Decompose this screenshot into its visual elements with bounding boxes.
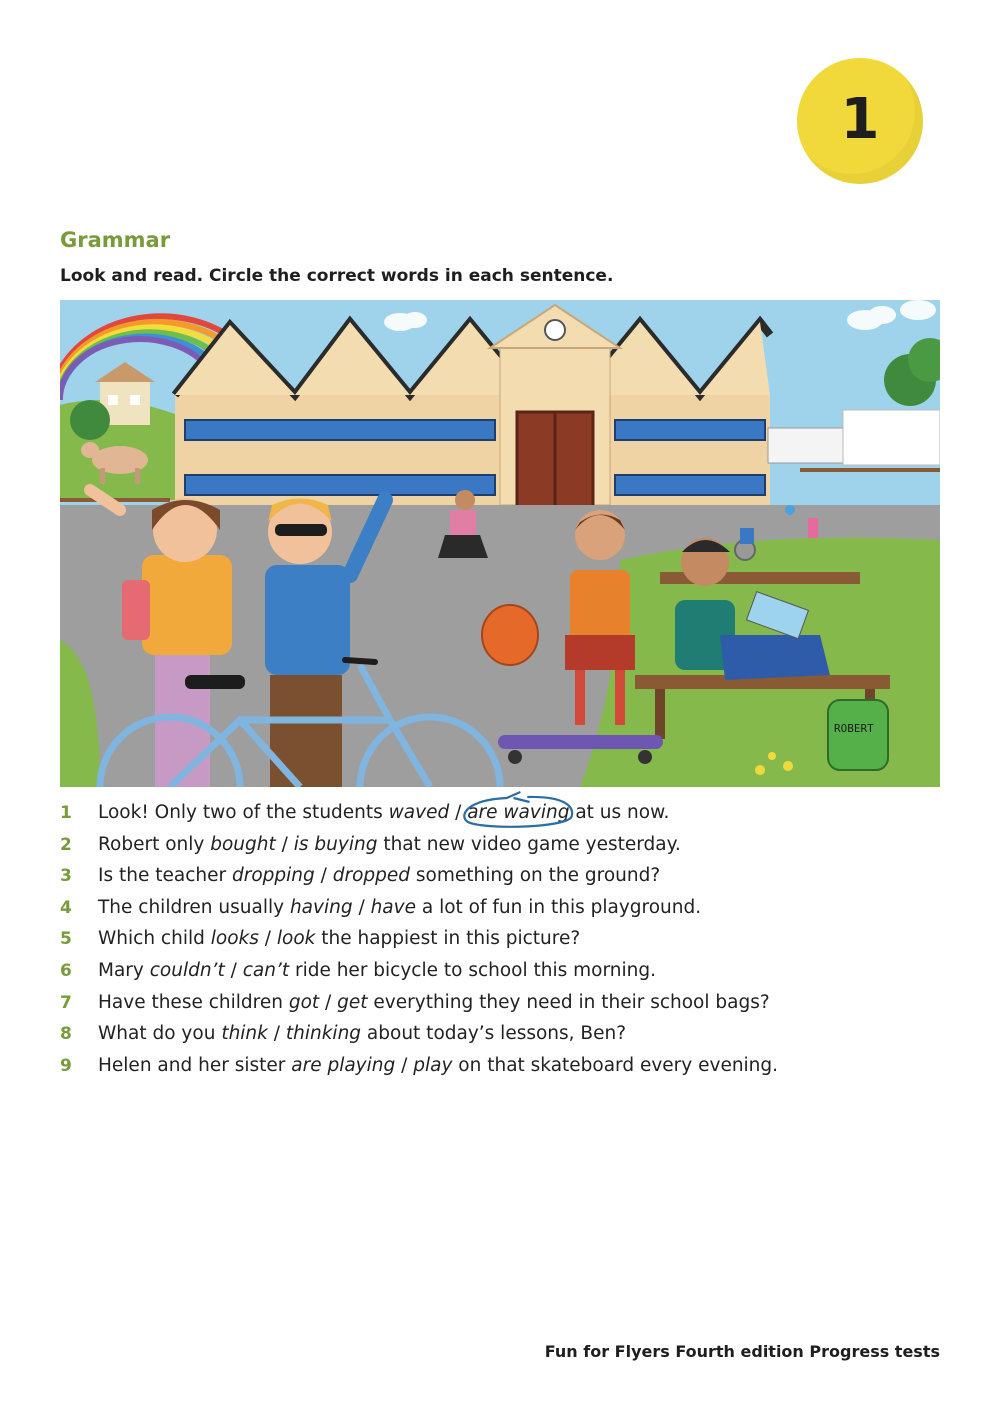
option-two[interactable]: is buying — [293, 833, 378, 855]
sentence-start: What do you — [98, 1023, 222, 1045]
sentence-end: on that skateboard every evening. — [452, 1054, 779, 1076]
sentence-end: the happiest in this picture? — [315, 928, 581, 950]
sentence-end: everything they need in their school bags? — [367, 991, 770, 1013]
option-separator: / — [314, 865, 333, 887]
option-two-wrapper[interactable] — [243, 960, 289, 981]
option-two-wrapper[interactable] — [286, 1023, 361, 1044]
sentence-end: a lot of fun in this playground. — [415, 896, 702, 918]
sentence-start: Helen and her sister — [98, 1054, 292, 1076]
instruction-text: Look and read. Circle the correct words in each sentence. — [60, 266, 614, 286]
option-one-wrapper[interactable] — [232, 865, 315, 886]
option-one[interactable]: bought — [210, 833, 276, 855]
option-two[interactable]: can’t — [242, 959, 290, 981]
sentence-start: Mary — [98, 959, 150, 981]
option-one[interactable]: having — [289, 896, 353, 918]
question-number: 8 — [60, 1024, 72, 1045]
option-two-wrapper[interactable] — [413, 1055, 452, 1076]
question-item — [60, 958, 940, 990]
sentence-start: Which child — [98, 928, 211, 950]
option-two[interactable]: get — [337, 991, 368, 1013]
option-two[interactable]: look — [276, 928, 316, 950]
option-two-wrapper[interactable] — [371, 897, 416, 918]
question-sentence — [98, 990, 770, 1016]
question-sentence — [98, 895, 701, 921]
option-one-wrapper[interactable] — [289, 992, 319, 1013]
option-one-wrapper[interactable] — [389, 802, 450, 823]
section-title: Grammar — [60, 228, 171, 252]
option-one[interactable]: are playing — [291, 1054, 396, 1076]
sentence-end: about today’s lessons, Ben? — [361, 1023, 627, 1045]
question-item — [60, 895, 940, 927]
option-separator: / — [267, 1023, 286, 1045]
sentence-end: ride her bicycle to school this morning. — [289, 959, 656, 981]
option-one-wrapper[interactable] — [221, 1023, 268, 1044]
option-one[interactable]: got — [288, 991, 320, 1013]
bag-label: ROBERT — [834, 722, 874, 735]
question-sentence — [98, 863, 660, 889]
option-separator: / — [395, 1054, 414, 1076]
playground-illustration — [60, 300, 940, 787]
question-number: 5 — [60, 929, 72, 950]
question-sentence — [98, 1021, 626, 1047]
sentence-end: that new video game yesterday. — [377, 833, 681, 855]
sentence-start: Look! Only two of the students — [98, 802, 389, 823]
option-two-wrapper[interactable] — [277, 928, 316, 949]
option-separator: / — [258, 928, 277, 950]
option-two[interactable]: are waving — [467, 802, 570, 823]
footer-text: Fun for Flyers Fourth edition Progress tests — [544, 1342, 940, 1361]
option-two-wrapper[interactable] — [337, 992, 367, 1013]
sentence-end: something on the ground? — [410, 865, 661, 887]
question-number: 2 — [60, 834, 72, 855]
option-one[interactable]: think — [221, 1023, 268, 1045]
option-two-wrapper[interactable] — [294, 834, 378, 855]
option-one-wrapper[interactable] — [211, 928, 259, 949]
option-separator: / — [275, 833, 294, 855]
question-item — [60, 863, 940, 895]
question-number: 7 — [60, 992, 72, 1013]
option-one[interactable]: couldn’t — [149, 959, 225, 981]
option-one-wrapper[interactable] — [150, 960, 225, 981]
option-separator: / — [319, 991, 338, 1013]
sentence-start: Have these children — [98, 991, 289, 1013]
option-separator: / — [352, 896, 371, 918]
option-one[interactable]: looks — [210, 928, 259, 950]
question-sentence — [98, 1053, 778, 1079]
question-sentence — [98, 800, 669, 826]
question-number: 3 — [60, 866, 72, 887]
option-one[interactable]: waved — [388, 802, 450, 823]
option-two-wrapper[interactable] — [333, 865, 410, 886]
question-list — [60, 800, 940, 1084]
question-number: 9 — [60, 1055, 72, 1076]
option-one-wrapper[interactable] — [290, 897, 353, 918]
option-one[interactable]: dropping — [231, 865, 315, 887]
question-sentence — [98, 958, 656, 984]
question-sentence — [98, 832, 681, 858]
option-separator: / — [224, 959, 243, 981]
question-item — [60, 1053, 940, 1085]
option-two[interactable]: play — [413, 1054, 453, 1076]
option-two[interactable]: dropped — [332, 865, 411, 887]
option-two[interactable]: have — [370, 896, 416, 918]
option-one-wrapper[interactable] — [291, 1055, 395, 1076]
question-sentence — [98, 926, 580, 952]
question-number: 1 — [60, 803, 72, 823]
question-number: 4 — [60, 897, 72, 918]
option-two[interactable]: thinking — [285, 1023, 362, 1045]
test-number-badge — [797, 58, 923, 184]
question-number: 6 — [60, 960, 72, 981]
sentence-start: The children usually — [98, 896, 290, 918]
question-item — [60, 832, 940, 864]
question-item — [60, 990, 940, 1022]
option-separator: / — [449, 802, 468, 823]
test-number: 1 — [840, 86, 880, 152]
option-one-wrapper[interactable] — [210, 834, 276, 855]
sentence-end: at us now. — [569, 802, 670, 823]
sentence-start: Robert only — [98, 833, 211, 855]
option-two-wrapper[interactable] — [467, 800, 569, 826]
question-item — [60, 800, 940, 832]
question-item — [60, 1021, 940, 1053]
sentence-start: Is the teacher — [98, 865, 232, 887]
question-item — [60, 926, 940, 958]
